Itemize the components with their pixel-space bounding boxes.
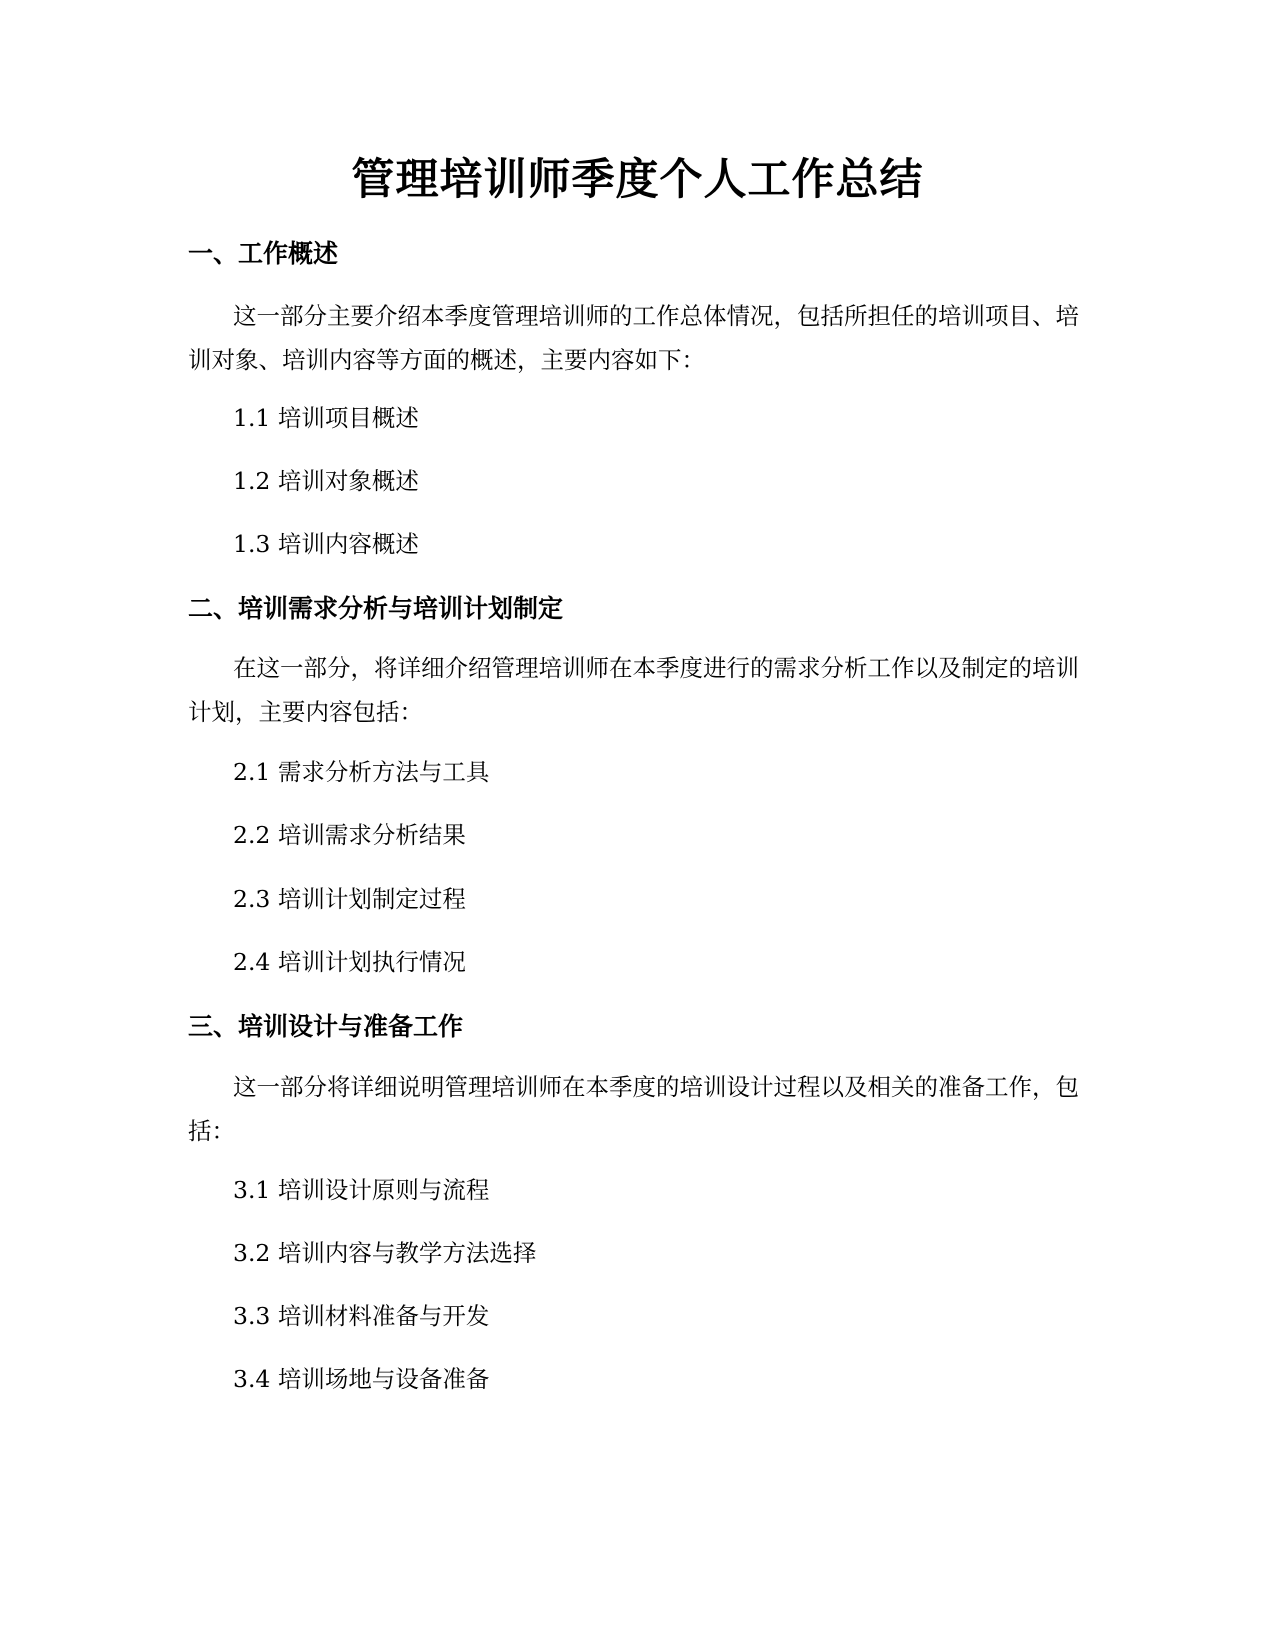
list-item: 2.2 培训需求分析结果	[233, 821, 466, 849]
document-title: 管理培训师季度个人工作总结	[351, 155, 924, 205]
section-paragraph: 在这一部分，将详细介绍管理培训师在本季度进行的需求分析工作以及制定的培训计划，主要内容包括：	[188, 654, 1079, 726]
list-item: 1.2 培训对象概述	[233, 467, 419, 495]
section-paragraph: 这一部分主要介绍本季度管理培训师的工作总体情况，包括所担任的培训项目、培训对象、培训内容等方面的概述，主要内容如下：	[188, 302, 1079, 374]
section-heading: 二、培训需求分析与培训计划制定	[188, 594, 564, 623]
list-item: 2.1 需求分析方法与工具	[233, 758, 490, 786]
list-item: 3.3 培训材料准备与开发	[233, 1302, 490, 1330]
list-item: 3.4 培训场地与设备准备	[233, 1365, 490, 1393]
list-item: 3.1 培训设计原则与流程	[233, 1176, 490, 1204]
list-item: 2.3 培训计划制定过程	[233, 885, 466, 913]
section-heading: 三、培训设计与准备工作	[188, 1012, 464, 1041]
section-heading: 一、工作概述	[188, 239, 339, 268]
section-paragraph: 这一部分将详细说明管理培训师在本季度的培训设计过程以及相关的准备工作，包括：	[188, 1073, 1079, 1145]
list-item: 1.3 培训内容概述	[233, 530, 419, 558]
list-item: 2.4 培训计划执行情况	[233, 948, 466, 976]
list-item: 3.2 培训内容与教学方法选择	[233, 1239, 537, 1267]
list-item: 1.1 培训项目概述	[233, 404, 419, 432]
